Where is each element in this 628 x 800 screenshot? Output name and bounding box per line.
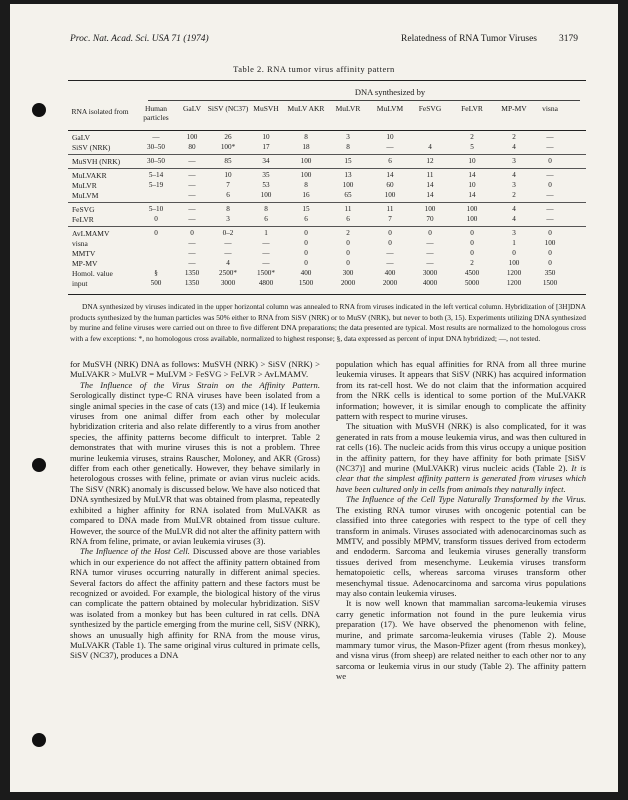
table-cell: —	[188, 191, 196, 199]
table-cell: 1350	[184, 279, 200, 287]
table-cell: 15	[344, 157, 352, 165]
emphasis-text: It is clear that the simplest affinity pattern is generated from viruses which have been cultured only in cells from animals they naturally infect.	[336, 463, 586, 494]
table-cell: 2000	[340, 279, 356, 287]
table-cell: 8	[346, 143, 350, 151]
table-cell: 1200	[506, 279, 522, 287]
table-cell: 4	[428, 143, 432, 151]
binder-hole	[32, 733, 46, 747]
table-cell: 2	[512, 133, 516, 141]
table-cell: 4	[512, 215, 516, 223]
table-cell: 3	[512, 157, 516, 165]
table-cell: 7	[226, 181, 230, 189]
table-cell: 0	[548, 249, 552, 257]
table-cell: 0	[154, 229, 158, 237]
table-cell: 100	[466, 205, 478, 213]
table-top-rule	[68, 80, 586, 81]
table-cell: 5000	[464, 279, 480, 287]
row-label: Homol. value	[72, 269, 113, 278]
table-cell: §	[154, 269, 158, 277]
body-paragraph: The Influence of the Host Cell. Discussed above are those variables which in our experience do not affect the affinity pattern obtained from RNA tumor viruses occurring naturally in different animal species. Several factors do affect the affinity pattern and these factors must be recognized or avoided. For example, the biological history of the virus can complicate the pattern obtained by molecular hybridization. SiSV was isolated from a monkey but has been cultured in rat cells. DNA synthesized by the particle emerging from the murine cell, SiSV (NRK), shows an unusually high affinity for RNA from the mouse virus, MuLVAKR (Table 1). The same original virus cultured in primate cells, SiSV (NC37), produces a DNA	[70, 546, 320, 661]
table-cell: 0	[428, 229, 432, 237]
table-cell: 53	[262, 181, 270, 189]
body-paragraph: population which has equal affinities for RNA from all three murine leukemia viruses. It appears that SiSV (NRK) has acquired information from its rat-cell host. We do not claim that the information acquired from the NRK cells is identical to some portion of the MuLVAKR information; however, it is similar enough to complicate the affinity pattern with respect to murine viruses.	[336, 359, 586, 422]
table-cell: 14	[468, 171, 476, 179]
body-paragraph: The Influence of the Virus Strain on the Affinity Pattern. Serologically distinct type-C RNA viruses have been isolated from a single animal species in the case of cats (13) and mice (14). If leukemia viruses from one animal differ from each other by molecular hybridization criteria and also relate differently to a virus from another species, the affinity patterns become difficult to interpret. Table 2 demonstrates that with murine viruses this is not a problem. Three murine leukemia viruses, strains Rauscher, Moloney, and AKR (Gross) differ from each other genetically. However, they behave similarly in heterologous crosses with feline, primate or avian virus nucleic acids. The SiSV (NRK) anomaly is discussed below. We have also noticed that DNA synthesized by MuLVR that was obtained from plasma, repeatedly exhibited a higher affinity for RNA isolated from MuLVAKR as compared to DNA made from MuLVR obtained from tissue culture. However, the source of the MuLVR did not alter the affinity pattern with RNA from feline, primate, or avian leukemia viruses (3).	[70, 379, 321, 546]
table-cell: 350	[544, 269, 556, 277]
table-cell: 100	[186, 133, 198, 141]
table-cell: 1	[264, 229, 268, 237]
table-cell: 0	[346, 249, 350, 257]
table-cell: 0	[548, 181, 552, 189]
body-paragraph: The Influence of the Cell Type Naturally Transformed by the Virus. The existing RNA tumor viruses with oncogenic potential can be classified into three categories with respect to the type of cell they transform in animals. Viruses associated with adenocarcinomas such as MMTV, and possibly MPMV, transform tissues derived from ectoderm and endoderm. Sarcoma and leukemia viruses generally transform tissues derived from mesenchyme. Leukemia viruses transform hematopoietic cells, whereas sarcoma viruses transform other mesenchymal tissue. Adenocarcinoma and sarcoma virus populations may also contain leukemia viruses.	[336, 494, 586, 598]
table-cell: —	[188, 181, 196, 189]
table-cell: 10	[468, 181, 476, 189]
table-bottom-rule	[68, 294, 586, 295]
table-cell: 0	[304, 249, 308, 257]
column-header: Human particles	[143, 104, 169, 122]
table-cell: —	[546, 191, 554, 199]
table-cell: —	[386, 259, 394, 267]
table-cell: 65	[344, 191, 352, 199]
table-cell: 6	[304, 215, 308, 223]
table-cell: 11	[386, 205, 394, 213]
group-rule	[68, 202, 586, 203]
table-title: Table 2. RNA tumor virus affinity pattern	[233, 64, 395, 74]
table-cell: 1500*	[257, 269, 275, 277]
group-rule	[68, 226, 586, 227]
table-cell: 16	[302, 191, 310, 199]
table-cell: 14	[468, 191, 476, 199]
table-cell: —	[386, 249, 394, 257]
table-cell: 6	[264, 215, 268, 223]
row-label: MuLVR	[72, 181, 97, 190]
table-cell: —	[546, 205, 554, 213]
table-cell: —	[546, 133, 554, 141]
table-cell: 5–19	[148, 181, 164, 189]
table-span-header: DNA synthesized by	[354, 87, 426, 97]
table-cell: 6	[346, 215, 350, 223]
table-cell: —	[546, 171, 554, 179]
table-cell: —	[386, 143, 394, 151]
table-cell: 26	[224, 133, 232, 141]
table-cell: 35	[262, 171, 270, 179]
left-column	[70, 359, 320, 661]
column-header: MP-MV	[501, 104, 527, 113]
table-cell: —	[188, 171, 196, 179]
row-label: MuSVH (NRK)	[72, 157, 121, 166]
table-cell: 8	[264, 205, 268, 213]
table-cell: 4	[226, 259, 230, 267]
row-label: GaLV	[72, 133, 91, 142]
column-header: FeLVR	[461, 104, 483, 113]
body-paragraph: The situation with MuSVH (NRK) is also complicated, for it was generated in rats from a mouse leukemia virus, and was then cultured in rat cells (16). The nucleic acids from this virus occupy a unique position in the affinity pattern, for they have affinity for both primate [SiSV (NC37)] and murine (MuLVAKR) virus nucleic acids (Table 2). It is clear that the simplest affinity pattern is generated from viruses which have been cultured only in cells from animals they naturally infect.	[336, 421, 586, 494]
table-cell: 100	[424, 205, 436, 213]
row-label: MuLVAKR	[72, 171, 107, 180]
table-cell: 500	[150, 279, 162, 287]
table-cell: 7	[388, 215, 392, 223]
table-cell: 10	[386, 133, 394, 141]
table-cell: 4	[512, 171, 516, 179]
section-heading: The Influence of the Cell Type Naturally Transformed by the Virus.	[346, 494, 586, 505]
table-cell: 0	[190, 229, 194, 237]
table-cell: 3000	[422, 269, 438, 277]
section-heading: The Influence of the Host Cell.	[80, 546, 193, 557]
table-cell: 100	[342, 181, 354, 189]
table-cell: 0	[346, 259, 350, 267]
table-cell: 1350	[184, 269, 200, 277]
header-rule	[68, 130, 586, 131]
table-cell: 100	[300, 157, 312, 165]
table-cell: 0	[304, 259, 308, 267]
table-cell: —	[426, 249, 434, 257]
table-cell: 14	[426, 191, 434, 199]
table-cell: —	[188, 215, 196, 223]
table-cell: 6	[388, 157, 392, 165]
table-cell: 2	[470, 133, 474, 141]
table-cell: 5–10	[148, 205, 164, 213]
table-cell: 10	[262, 133, 270, 141]
table-cell: 1500	[298, 279, 314, 287]
row-label: MP-MV	[72, 259, 98, 268]
table-cell: 4	[512, 205, 516, 213]
row-label: FeSVG	[72, 205, 95, 214]
table-cell: 1	[512, 239, 516, 247]
table-cell: 0	[512, 249, 516, 257]
row-label: SiSV (NRK)	[72, 143, 111, 152]
row-label: FeLVR	[72, 215, 94, 224]
row-label: MMTV	[72, 249, 96, 258]
column-header: MuLVM	[376, 104, 404, 113]
column-header: visna	[542, 104, 558, 113]
table-cell: 11	[426, 171, 434, 179]
binder-hole	[32, 103, 46, 117]
table-cell: 0	[346, 239, 350, 247]
table-cell: —	[188, 157, 196, 165]
body-paragraph: It is now well known that mammalian sarcoma-leukemia viruses carry genetic information not found in the pure leukemia virus preparation (17). We have observed the phenomenon with feline, murine, and primate sarcoma-leukemia viruses (Table 2). Mouse mammary tumor virus, the Mason-Pfizer agent (from rhesus monkey), and visna virus (from sheep) are related neither to each other nor to any sarcoma or leukemia virus in our study (Table 2). The affinity pattern we	[336, 598, 586, 682]
right-column	[336, 359, 586, 682]
table-cell: 100	[300, 171, 312, 179]
table-cell: 8	[226, 205, 230, 213]
table-cell: 100*	[220, 143, 236, 151]
table-cell: —	[188, 239, 196, 247]
paper-page	[10, 4, 618, 792]
column-header: MuLV AKR	[287, 104, 325, 113]
journal-citation: Proc. Nat. Acad. Sci. USA 71 (1974)	[70, 34, 209, 44]
table-cell: 30–50	[147, 157, 165, 165]
table-cell: 4500	[464, 269, 480, 277]
table-cell: 2	[470, 259, 474, 267]
table-footnote: DNA synthesized by viruses indicated in the upper horizontal column was annealed to RNA from viruses indicated in the left vertical column. Hybridization of [3H]DNA products synthesized by the human particles was 50% either to RNA from SiSV (NRK) or to MuSV (NRK), but never to both (3, 15). Experiments utilizing DNA synthesized by murine and feline viruses were carried out on three to five different DNA preparations; the data presented are typical. Most results are normalized to the homologous cross with a few exceptions: *, no homologous cross available, normalized to highest response; §, data expressed as percent of input DNA hybridized; —, not tested.	[70, 302, 586, 343]
table-cell: 5–14	[148, 171, 164, 179]
table-cell: 2	[512, 191, 516, 199]
table-cell: 30–50	[147, 143, 165, 151]
running-title: Relatedness of RNA Tumor Viruses 3179	[401, 34, 578, 44]
table-cell: 0	[548, 259, 552, 267]
table-cell: 5	[470, 143, 474, 151]
table-cell: 0	[304, 229, 308, 237]
table-cell: 400	[300, 269, 312, 277]
table-cell: 2000	[382, 279, 398, 287]
table-cell: 3	[226, 215, 230, 223]
group-rule	[68, 168, 586, 169]
table-cell: —	[188, 205, 196, 213]
table-cell: 14	[426, 181, 434, 189]
section-heading: The Influence of the Virus Strain on the Affinity Pattern.	[80, 379, 320, 390]
table-cell: 10	[468, 157, 476, 165]
span-header-rule	[148, 100, 580, 101]
table-cell: —	[224, 249, 232, 257]
row-label: input	[72, 279, 88, 288]
table-cell: 3	[512, 229, 516, 237]
column-header: FeSVG	[418, 104, 442, 113]
column-header: GaLV	[182, 104, 202, 113]
table-cell: 100	[544, 239, 556, 247]
table-cell: 2	[346, 229, 350, 237]
row-header: RNA isolated from	[71, 107, 129, 116]
table-cell: 4	[512, 143, 516, 151]
table-cell: 11	[344, 205, 352, 213]
table-cell: 17	[262, 143, 270, 151]
column-header: MuSVH	[253, 104, 279, 113]
table-cell: 10	[224, 171, 232, 179]
table-cell: 1500	[542, 279, 558, 287]
table-cell: 100	[260, 191, 272, 199]
table-cell: 4800	[258, 279, 274, 287]
table-cell: 0	[304, 239, 308, 247]
table-cell: —	[188, 259, 196, 267]
table-cell: —	[546, 215, 554, 223]
table-cell: 0	[388, 239, 392, 247]
table-cell: 0	[154, 215, 158, 223]
table-cell: 85	[224, 157, 232, 165]
body-paragraph: for MuSVH (NRK) DNA as follows: MuSVH (NRK) > SiSV (NRK) > MuLVAKR > MuLVR = MuLVM > FeSVG > FeLVR > AvLMAMV.	[70, 359, 320, 380]
column-header: MuLVR	[335, 104, 361, 113]
table-cell: 4000	[422, 279, 438, 287]
table-cell: 3	[512, 181, 516, 189]
table-cell: 3	[346, 133, 350, 141]
table-cell: 0	[388, 229, 392, 237]
table-cell: 0–2	[222, 229, 234, 237]
table-cell: 100	[384, 191, 396, 199]
table-cell: 6	[226, 191, 230, 199]
table-cell: 2500*	[219, 269, 237, 277]
table-cell: —	[426, 259, 434, 267]
table-cell: 34	[262, 157, 270, 165]
row-label: AvLMAMV	[72, 229, 110, 238]
table-cell: —	[262, 239, 270, 247]
table-cell: 60	[386, 181, 394, 189]
table-cell: 0	[470, 249, 474, 257]
table-cell: —	[224, 239, 232, 247]
table-cell: —	[426, 239, 434, 247]
table-cell: 14	[386, 171, 394, 179]
table-cell: —	[546, 143, 554, 151]
table-cell: 0	[470, 239, 474, 247]
group-rule	[68, 154, 586, 155]
table-cell: —	[262, 259, 270, 267]
table-cell: 100	[466, 215, 478, 223]
table-cell: 400	[384, 269, 396, 277]
row-label: MuLVM	[72, 191, 99, 200]
table-cell: —	[188, 249, 196, 257]
table-cell: 1200	[506, 269, 522, 277]
table-cell: 300	[342, 269, 354, 277]
table-cell: 100	[508, 259, 520, 267]
binder-hole	[32, 458, 46, 472]
table-cell: 8	[304, 181, 308, 189]
table-cell: 13	[344, 171, 352, 179]
table-cell: 3000	[220, 279, 236, 287]
table-cell: 80	[188, 143, 196, 151]
row-label: visna	[72, 239, 88, 248]
table-cell: —	[152, 133, 160, 141]
table-cell: 70	[426, 215, 434, 223]
running-header	[70, 34, 578, 48]
table-cell: 18	[302, 143, 310, 151]
table-cell: 0	[548, 157, 552, 165]
column-header: SiSV (NC37)	[207, 104, 249, 113]
table-cell: 0	[548, 229, 552, 237]
table-cell: 15	[302, 205, 310, 213]
table-cell: —	[262, 249, 270, 257]
table-cell: 0	[470, 229, 474, 237]
table-cell: 12	[426, 157, 434, 165]
table-cell: 8	[304, 133, 308, 141]
